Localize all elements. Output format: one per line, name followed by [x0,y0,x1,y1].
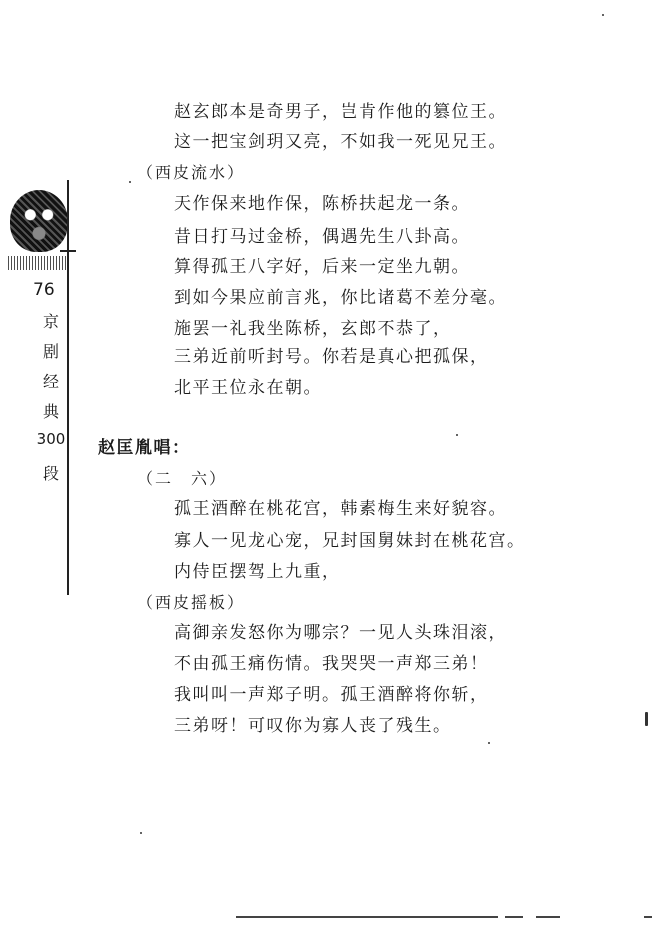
lyric-line: 寡人一见龙心宠，兄封国舅妹封在桃花宫。 [174,531,526,551]
lyric-line: 天作保来地作保，陈桥扶起龙一条。 [174,194,470,214]
margin-rule [67,180,69,595]
book-title-char: 经 [42,372,59,391]
lyric-line: 内侍臣摆驾上九重， [174,562,341,582]
scan-speck [488,742,490,744]
scan-speck [140,832,142,834]
opera-mask-icon [10,190,68,252]
tune-label: （西皮流水） [137,163,246,182]
book-title-char: 典 [42,402,59,421]
scan-speck [456,434,458,436]
lyric-line: 施罢一礼我坐陈桥，玄郎不恭了， [174,319,452,339]
scan-speck [602,14,604,16]
scan-mark [645,712,648,726]
decorative-band [8,256,70,270]
margin-tick [60,250,76,252]
bottom-rule [505,916,523,918]
book-title-char: 剧 [42,342,59,361]
bottom-rule [644,916,652,918]
lyric-line: 算得孤王八字好，后来一定坐九朝。 [174,257,470,277]
tune-label: （二 六） [137,469,228,488]
book-title-char: 段 [42,464,59,483]
scan-speck [129,181,131,183]
lyric-line: 三弟呀！可叹你为寡人丧了残生。 [174,716,452,736]
bottom-rule [536,916,560,918]
lyric-line: 昔日打马过金桥，偶遇先生八卦高。 [174,227,470,247]
tune-label: （西皮摇板） [137,593,246,612]
book-title-char: 京 [42,312,59,331]
lyric-line: 这一把宝剑玥又亮，不如我一死见兄王。 [174,132,507,152]
lyric-line: 到如今果应前言兆，你比诸葛不差分毫。 [174,288,507,308]
speaker-heading: 赵匡胤唱： [98,438,191,458]
lyric-line: 赵玄郎本是奇男子，岂肯作他的篡位王。 [174,102,507,122]
lyric-line: 三弟近前听封号。你若是真心把孤保， [174,347,489,367]
lyric-line: 高御亲发怒你为哪宗？一见人头珠泪滚， [174,623,507,643]
lyric-line: 孤王酒醉在桃花宫，韩素梅生来好貌容。 [174,499,507,519]
page-number: 76 [33,280,55,300]
lyric-line: 我叫叫一声郑子明。孤王酒醉将你斩， [174,685,489,705]
book-title-number: 300 [36,430,66,448]
lyric-line: 北平王位永在朝。 [174,378,322,398]
lyric-line: 不由孤王痛伤情。我哭哭一声郑三弟！ [174,654,489,674]
bottom-rule [236,916,498,918]
